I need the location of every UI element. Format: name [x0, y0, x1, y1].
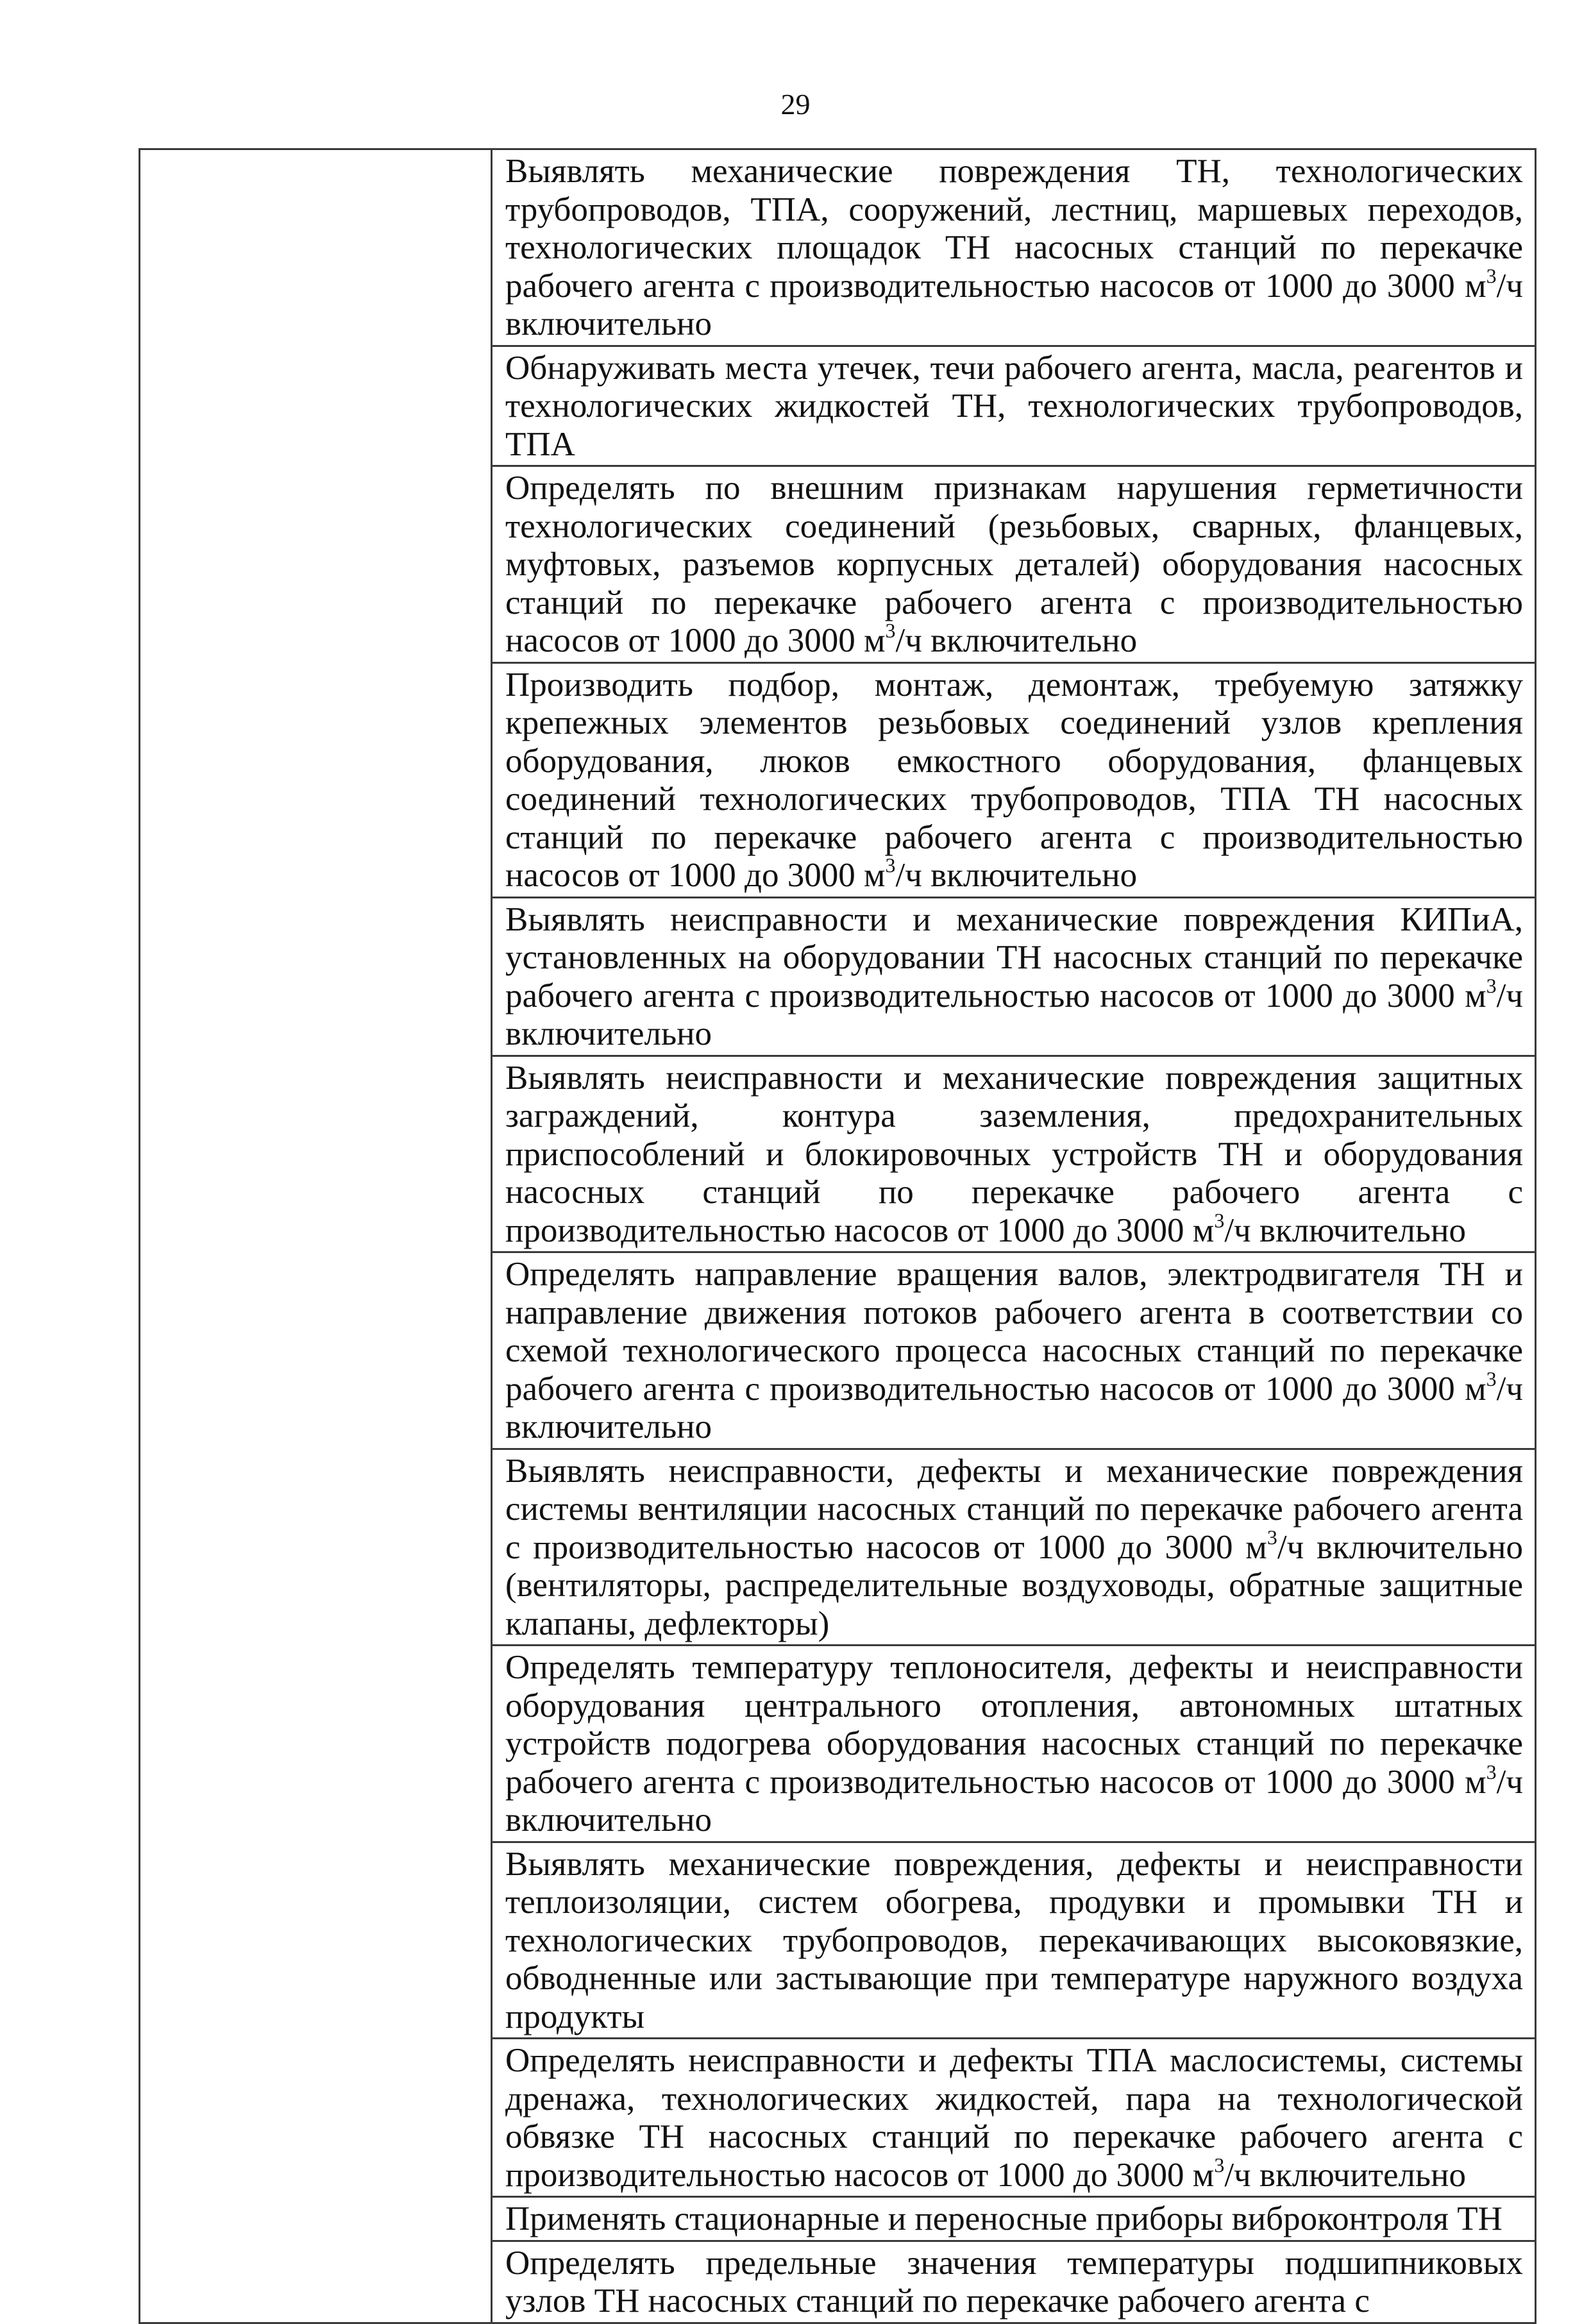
row-text-main: Выявлять неисправности и механические повреждения защитных заграждений, контура заземления, предохранительных приспособлений и блокировочных устройств ТН и оборудования насосных станций по перекачке рабочего агента с производительностью насосов от 1000 до 3000 м: [505, 1059, 1523, 1249]
row-text-tail: /ч включительно: [895, 622, 1138, 659]
table-cell: [492, 346, 1536, 466]
competency-table: [139, 148, 1536, 2324]
table-row: [140, 149, 1536, 346]
page-number: 29: [780, 88, 811, 121]
table-cell: [492, 2039, 1536, 2197]
row-text: [492, 347, 1535, 466]
row-text-superscript: 3: [1486, 1760, 1497, 1783]
row-text: [492, 1450, 1535, 1645]
row-text-main: Выявлять механические повреждения, дефекты и неисправности теплоизоляции, систем обогрева, продувки и промывки ТН и технологических трубопроводов, перекачивающих высоковязкие, обводненные или застывающие при температуре наружного воздуха продукты: [505, 1845, 1523, 2035]
row-text-superscript: 3: [1214, 2153, 1225, 2177]
left-column-text: [140, 150, 491, 154]
row-text-superscript: 3: [1267, 1525, 1277, 1549]
row-text-main: Определять неисправности и дефекты ТПА маслосистемы, системы дренажа, технологических жидкостей, пара на технологической обвязке ТН насосных станций по перекачке рабочего агента с производительностью насосов от 1000 до 3000 м: [505, 2042, 1523, 2194]
table-cell: [492, 1842, 1536, 2039]
row-text-main: Определять по внешним признакам нарушения герметичности технологических соединений (резьбовых, сварных, фланцевых, муфтовых, разъемов корпусных деталей) оборудования насосных станций по перекачке рабочего агента с производительностью насосов от 1000 до 3000 м: [505, 469, 1523, 659]
table-cell: [492, 2241, 1536, 2323]
table-cell: [492, 897, 1536, 1056]
row-text: [492, 1646, 1535, 1841]
row-text-superscript: 3: [885, 619, 896, 642]
row-text: [492, 1057, 1535, 1252]
row-text-main: Применять стационарные и переносные приборы виброконтроля ТН: [505, 2200, 1503, 2237]
row-text-main: Обнаруживать места утечек, течи рабочего агента, масла, реагентов и технологических жидкостей ТН, технологических трубопроводов, ТПА: [505, 349, 1523, 463]
table-cell: [492, 1056, 1536, 1252]
row-text-tail: /ч включительно: [505, 1763, 1523, 1839]
competency-table-body: [140, 149, 1536, 2323]
row-text: [492, 1843, 1535, 2038]
row-text: [492, 467, 1535, 662]
row-text-superscript: 3: [1214, 1208, 1225, 1232]
row-text: [492, 150, 1535, 345]
row-text-main: Производить подбор, монтаж, демонтаж, требуемую затяжку крепежных элементов резьбовых соединений узлов крепления оборудования, люков емкостного оборудования, фланцевых соединений технологических трубопроводов, ТПА ТН насосных станций по перекачке рабочего агента с производительностью насосов от 1000 до 3000 м: [505, 666, 1523, 894]
row-text-superscript: 3: [1486, 264, 1497, 287]
table-cell: [492, 1449, 1536, 1646]
row-text: [492, 898, 1535, 1055]
row-text-main: Выявлять неисправности, дефекты и механические повреждения системы вентиляции насосных станций по перекачке рабочего агента с производительностью насосов от 1000 до 3000 м: [505, 1452, 1523, 1566]
table-cell: [492, 662, 1536, 897]
row-text-tail: /ч включительно: [505, 977, 1523, 1052]
row-text-main: Определять температуру теплоносителя, дефекты и неисправности оборудования центрального отопления, автономных штатных устройств подогрева оборудования насосных станций по перекачке рабочего агента с производительностью насосов от 1000 до 3000 м: [505, 1649, 1523, 1801]
row-text-main: Определять направление вращения валов, электродвигателя ТН и направление движения потоков рабочего агента в соответствии со схемой технологического процесса насосных станций по перекачке рабочего агента с производительностью насосов от 1000 до 3000 м: [505, 1256, 1523, 1408]
table-cell: [492, 149, 1536, 346]
left-column-cell: [140, 149, 492, 2323]
row-text: [492, 2198, 1535, 2240]
row-text: [492, 2242, 1535, 2322]
table-cell: [492, 1252, 1536, 1449]
row-text: [492, 664, 1535, 897]
row-text: [492, 2039, 1535, 2196]
row-text-tail: /ч включительно: [895, 857, 1138, 894]
table-cell: [492, 1646, 1536, 1842]
row-text-main: Определять предельные значения температуры подшипниковых узлов ТН насосных станций по перекачке рабочего агента с: [505, 2244, 1523, 2320]
row-text-main: Выявлять механические повреждения ТН, технологических трубопроводов, ТПА, сооружений, лестниц, маршевых переходов, технологических площадок ТН насосных станций по перекачке рабочего агента с производительностью насосов от 1000 до 3000 м: [505, 153, 1523, 305]
row-text-tail: /ч включительно (вентиляторы, распределительные воздуховоды, обратные защитные клапаны, дефлекторы): [505, 1528, 1523, 1642]
row-text-tail: /ч включительно: [505, 1370, 1523, 1445]
row-text-tail: /ч включительно: [505, 267, 1523, 342]
row-text-tail: /ч включительно: [1224, 1211, 1466, 1249]
row-text: [492, 1253, 1535, 1448]
row-text-superscript: 3: [1486, 1367, 1497, 1390]
row-text-tail: /ч включительно: [1224, 2156, 1466, 2194]
table-cell: [492, 466, 1536, 663]
row-text-superscript: 3: [885, 854, 896, 877]
row-text-superscript: 3: [1486, 973, 1497, 997]
row-text-main: Выявлять неисправности и механические повреждения КИПиА, установленных на оборудовании ТН насосных станций по перекачке рабочего агента с производительностью насосов от 1000 до 3000 м: [505, 900, 1523, 1015]
table-cell: [492, 2197, 1536, 2241]
